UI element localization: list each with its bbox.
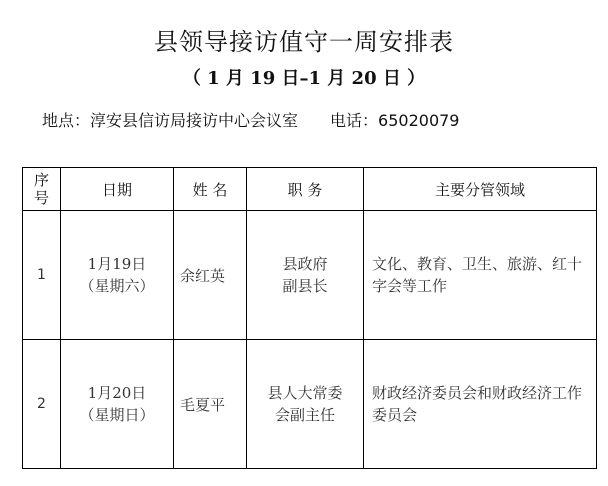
date-range-subtitle: （ 1 月 19 日–1 月 20 日 ） [182, 68, 426, 89]
row-name: 毛夏平 [174, 340, 247, 469]
header-name: 姓 名 [174, 168, 247, 211]
row-post: 县人大常委 会副主任 [247, 340, 364, 469]
header-post: 职 务 [247, 168, 364, 211]
row-name: 余红英 [174, 211, 247, 340]
row-date: 1月19日 （星期六） [61, 211, 174, 340]
header-date: 日期 [61, 168, 174, 211]
row-post: 县政府 副县长 [247, 211, 364, 340]
header-area: 主要分管领域 [364, 168, 597, 211]
row-date: 1月20日 （星期日） [61, 340, 174, 469]
row-seq: 1 [23, 211, 61, 340]
table-row [23, 211, 597, 340]
table-row [23, 340, 597, 469]
document-title: 县领导接访值守一周安排表 [154, 28, 454, 56]
contact-info-line [42, 108, 602, 131]
row-area: 财政经济委员会和财政经济工作委员会 [364, 340, 597, 469]
phone-value: 65020079 [378, 111, 460, 130]
duty-schedule-table [22, 167, 597, 469]
location-value: 淳安县信访局接访中心会议室 [90, 111, 299, 130]
row-seq: 2 [23, 340, 61, 469]
table-header-row [23, 168, 597, 211]
phone-label: 电话： [330, 111, 379, 130]
header-seq: 序 号 [23, 168, 61, 211]
location-label: 地点： [42, 111, 91, 130]
row-area: 文化、教育、卫生、旅游、红十字会等工作 [364, 211, 597, 340]
